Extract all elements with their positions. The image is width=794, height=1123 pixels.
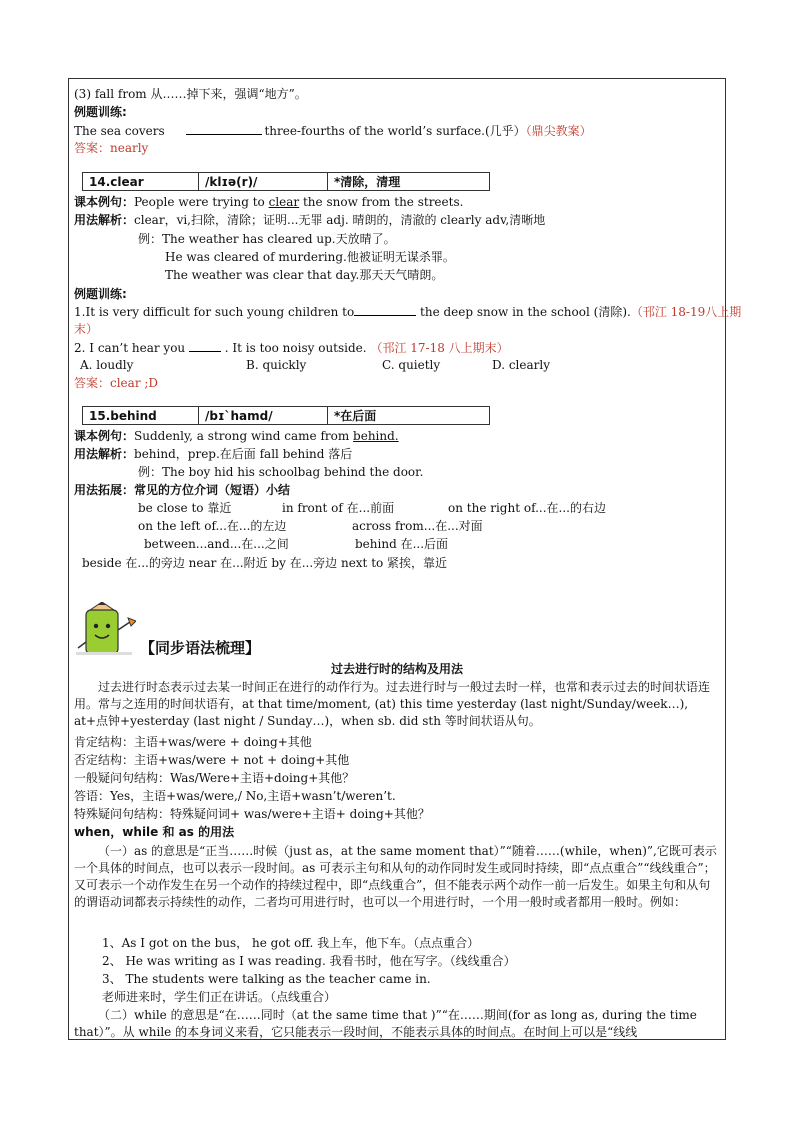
vocab-meaning: *在后面: [328, 407, 490, 425]
answer-blank: [354, 303, 416, 316]
answer-line: 答案：clear ;D: [74, 376, 159, 390]
textbook-example: [74, 428, 399, 444]
vocab-meaning: *清除，清理: [328, 173, 490, 191]
sentence-part: the snow from the streets.: [299, 195, 464, 209]
grammar-paragraph-while: （二）while 的意思是“在……同时（at the same time that )”“在……期间(for as long as, during the time that）”。从 while 的本身词义来看，它只能表示一段时间，不能表示具体的时间点。在时间上可以是“线线: [74, 1008, 697, 1039]
preposition-item: in front of 在...前面: [282, 501, 395, 515]
example-line: 例：The weather has cleared up.天放晴了。: [138, 232, 396, 246]
structure-yes-no-question: 一般疑问句结构：Was/Were+主语+doing+其他？: [74, 771, 355, 785]
sentence-part: 1.It is very difficult for such young children to: [74, 305, 355, 319]
example-line: 例：The boy hid his schoolbag behind the door.: [138, 465, 424, 479]
source-note: （邗江 18-19八上期: [630, 305, 742, 319]
pencil-mascot-icon: [76, 602, 136, 660]
usage-analysis: [74, 212, 545, 228]
option-c: C. quietly: [382, 358, 441, 372]
structure-affirmative: 肯定结构：主语+was/were + doing+其他: [74, 735, 312, 749]
label: 用法解析：: [74, 447, 135, 461]
vocab-table-behind: [82, 406, 490, 425]
preposition-item: between...and...在...之间: [144, 537, 289, 551]
example-1: 1、As I got on the bus， he got off. 我上车，他下车。（点点重合）: [102, 936, 480, 950]
exercise-question-2: [74, 339, 509, 356]
sentence-part: . It is too noisy outside.: [220, 341, 367, 355]
option-d: D. clearly: [492, 358, 550, 372]
example-3: 3、 The students were talking as the teacher came in.: [102, 972, 431, 986]
answer-blank: [186, 122, 262, 135]
text-line: (3) fall from 从……掉下来，强调“地方”。: [74, 87, 307, 101]
structure-wh-question: 特殊疑问句结构：特殊疑问词+ was/were+主语+ doing+其他？: [74, 807, 430, 821]
label: 用法解析：: [74, 213, 135, 227]
exercise-label: 例题训练:: [74, 287, 127, 301]
preposition-item: on the left of...在...的左边: [138, 519, 287, 533]
underlined-word: clear: [268, 195, 300, 209]
source-note: （鼎尖教案）: [525, 124, 592, 138]
structure-answer: 答语：Yes，主语+was/were,/ No,主语+wasn’t/weren’t.: [74, 789, 396, 803]
example-3-translation: 老师进来时，学生们正在讲话。（点线重合）: [102, 990, 337, 1004]
answer-blank: [189, 339, 221, 352]
sentence-part: three-fourths of the world’s surface.(几乎）: [264, 124, 526, 138]
label: 课本例句：: [74, 195, 135, 209]
exercise-question-1: [74, 303, 741, 320]
section-title: 【同步语法梳理】: [140, 639, 261, 657]
sentence-part: 2. I can’t hear you: [74, 341, 186, 355]
vocab-phonetic: /bɪˋhamd/: [199, 407, 328, 425]
option-b: B. quickly: [246, 358, 307, 372]
usage-analysis: [74, 446, 352, 462]
vocab-phonetic: /klɪə(r)/: [199, 173, 328, 191]
label: 课本例句：: [74, 429, 135, 443]
exercise-sentence: [74, 122, 592, 139]
preposition-item: be close to 靠近: [138, 501, 232, 515]
example-line: The weather was clear that day.那天天气晴朗。: [165, 268, 444, 282]
preposition-item: behind 在...后面: [355, 537, 449, 551]
preposition-item: beside 在...的旁边 near 在...附近 by 在...旁边 next to 紧挨，靠近: [82, 556, 448, 570]
preposition-item: across from...在...对面: [352, 519, 483, 533]
usage-extension-heading: 用法拓展：常见的方位介词（短语）小结: [74, 483, 291, 497]
vocab-word: 15.behind: [83, 407, 199, 425]
preposition-item: on the right of...在...的右边: [448, 501, 606, 515]
vocab-table-clear: [82, 172, 490, 191]
sentence-part: the deep snow in the school (清除).: [416, 305, 631, 319]
structure-negative: 否定结构：主语+was/were + not + doing+其他: [74, 753, 350, 767]
grammar-paragraph-1: 过去进行时态表示过去某一时间正在进行的动作行为。过去进行时与一般过去时一样，也常和表示过去的时间状语连用。常与之连用的时间状语有，at that time/moment, (at) this time yesterday (last night/Sunday/week…), at+点钟+yesterday (last night / Sunday…)，when sb. did sth 等时间状语从句。: [74, 680, 711, 728]
textbook-example: [74, 194, 463, 210]
grammar-paragraph-as: （一）as 的意思是“正当……时候（just as，at the same moment that）”“随着……(while，when)”,它既可表示一个具体的时间点，也可以表示一段时间。as 可表示主句和从句的动作同时发生或同时持续，即“点点重合”“线线重合”；又可表示一个动作发生在另一个动作的持续过程中，即“点线重合”，但不能表示两个动作一前一后发生。如果主句和从句的谓语动词都表示持续性的动作，二者均可用进行时，也可以一个用进行时，一个用一般时或者都用一般时。例如：: [74, 844, 717, 909]
example-2: 2、 He was writing as I was reading. 我看书时，他在写字。（线线重合）: [102, 954, 516, 968]
sentence-part: Suddenly, a strong wind came from: [134, 429, 354, 443]
option-a: A. loudly: [80, 358, 134, 372]
grammar-heading: 过去进行时的结构及用法: [330, 662, 463, 676]
source-note: 末）: [74, 322, 99, 336]
example-line: He was cleared of murdering.他被证明无谋杀罪。: [165, 250, 455, 264]
usage-heading: when，while 和 as 的用法: [74, 825, 235, 839]
usage-text: clear，vi,扫除，清除；证明...无罪 adj. 晴朗的，清澈的 clearly adv,清晰地: [134, 213, 546, 227]
sentence-part: The sea covers: [74, 124, 165, 138]
sentence-part: People were trying to: [134, 195, 269, 209]
vocab-word: 14.clear: [83, 173, 199, 191]
source-note: （邗江 17-18 八上期末）: [370, 341, 509, 355]
usage-text: behind，prep.在后面 fall behind 落后: [134, 447, 353, 461]
underlined-word: behind.: [353, 429, 399, 443]
exercise-label: 例题训练:: [74, 105, 127, 119]
answer-line: 答案：nearly: [74, 141, 149, 155]
